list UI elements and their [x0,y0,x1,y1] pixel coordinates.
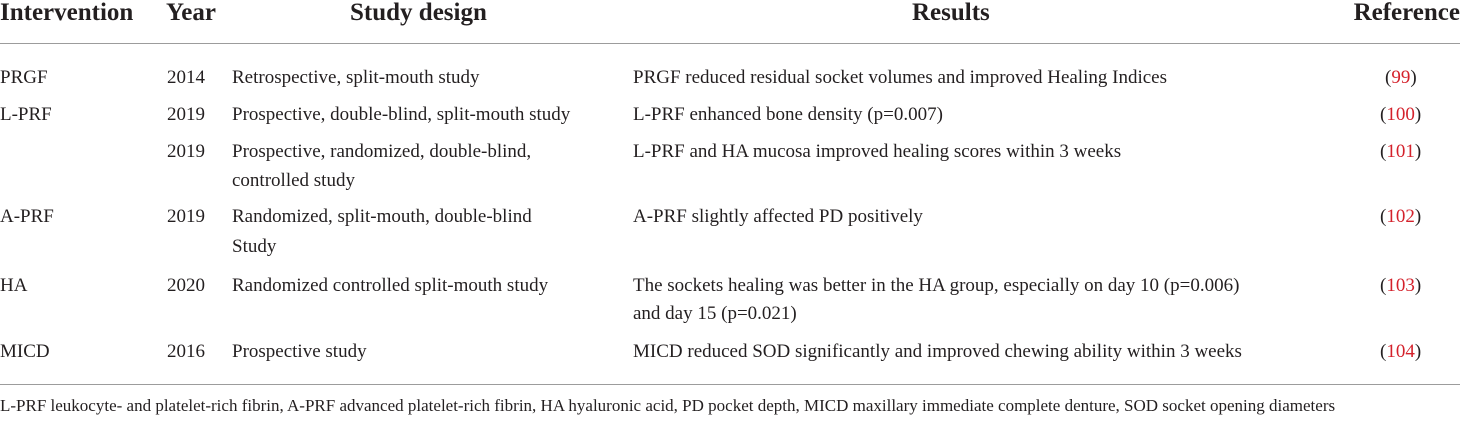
cell-results: L-PRF enhanced bone density (p=0.007) [633,104,943,125]
cell-study-design: Prospective, randomized, double-blind, [232,141,532,162]
cell-intervention: MICD [0,341,50,362]
cell-reference-link[interactable]: (103) [1380,275,1422,296]
cell-results: A-PRF slightly affected PD positively [633,206,923,227]
header-study-design: Study design [350,0,487,26]
cell-study-design-line2: Study [232,236,277,257]
cell-results: MICD reduced SOD significantly and improved chewing ability within 3 weeks [633,341,1242,362]
cell-reference-link[interactable]: (104) [1380,341,1422,362]
table-header-row [0,0,1460,40]
cell-study-design: Retrospective, split-mouth study [232,67,480,88]
cell-study-design: Prospective, double-blind, split-mouth study [232,104,571,125]
cell-year: 2014 [167,67,205,88]
cell-results: PRGF reduced residual socket volumes and improved Healing Indices [633,67,1167,88]
cell-year: 2019 [167,104,205,125]
reference-number[interactable]: 99 [1391,67,1411,88]
header-results: Results [912,0,990,26]
cell-study-design: Randomized, split-mouth, double-blind [232,206,532,227]
header-intervention: Intervention [0,0,134,26]
cell-reference-link[interactable]: (100) [1380,104,1422,125]
cell-intervention: L-PRF [0,104,52,125]
cell-year: 2019 [167,206,205,227]
cell-intervention: HA [0,275,28,296]
cell-reference-link[interactable]: (99) [1385,67,1417,88]
header-rule [0,43,1460,44]
cell-intervention: PRGF [0,67,48,88]
cell-year: 2019 [167,141,205,162]
cell-results-line2: and day 15 (p=0.021) [633,303,797,324]
cell-study-design: Randomized controlled split-mouth study [232,275,549,296]
cell-year: 2020 [167,275,205,296]
reference-number[interactable]: 100 [1386,104,1415,125]
header-year: Year [166,0,216,26]
reference-number[interactable]: 104 [1386,341,1415,362]
reference-number[interactable]: 103 [1386,275,1415,296]
table-footnote: L-PRF leukocyte- and platelet-rich fibrin, A-PRF advanced platelet-rich fibrin, HA hyaluronic acid, PD pocket depth, MICD maxillary immediate complete denture, SOD socket opening diameters [0,396,1336,415]
cell-results: L-PRF and HA mucosa improved healing scores within 3 weeks [633,141,1122,162]
cell-year: 2016 [167,341,205,362]
cell-results: The sockets healing was better in the HA group, especially on day 10 (p=0.006) [633,275,1240,296]
cell-intervention: A-PRF [0,206,54,227]
bottom-rule [0,384,1460,385]
cell-reference-link[interactable]: (101) [1380,141,1422,162]
header-reference: Reference [1353,0,1460,26]
cell-study-design: Prospective study [232,341,367,362]
reference-number[interactable]: 102 [1386,206,1415,227]
cell-study-design-line2: controlled study [232,170,355,191]
cell-reference-link[interactable]: (102) [1380,206,1422,227]
reference-number[interactable]: 101 [1386,141,1415,162]
